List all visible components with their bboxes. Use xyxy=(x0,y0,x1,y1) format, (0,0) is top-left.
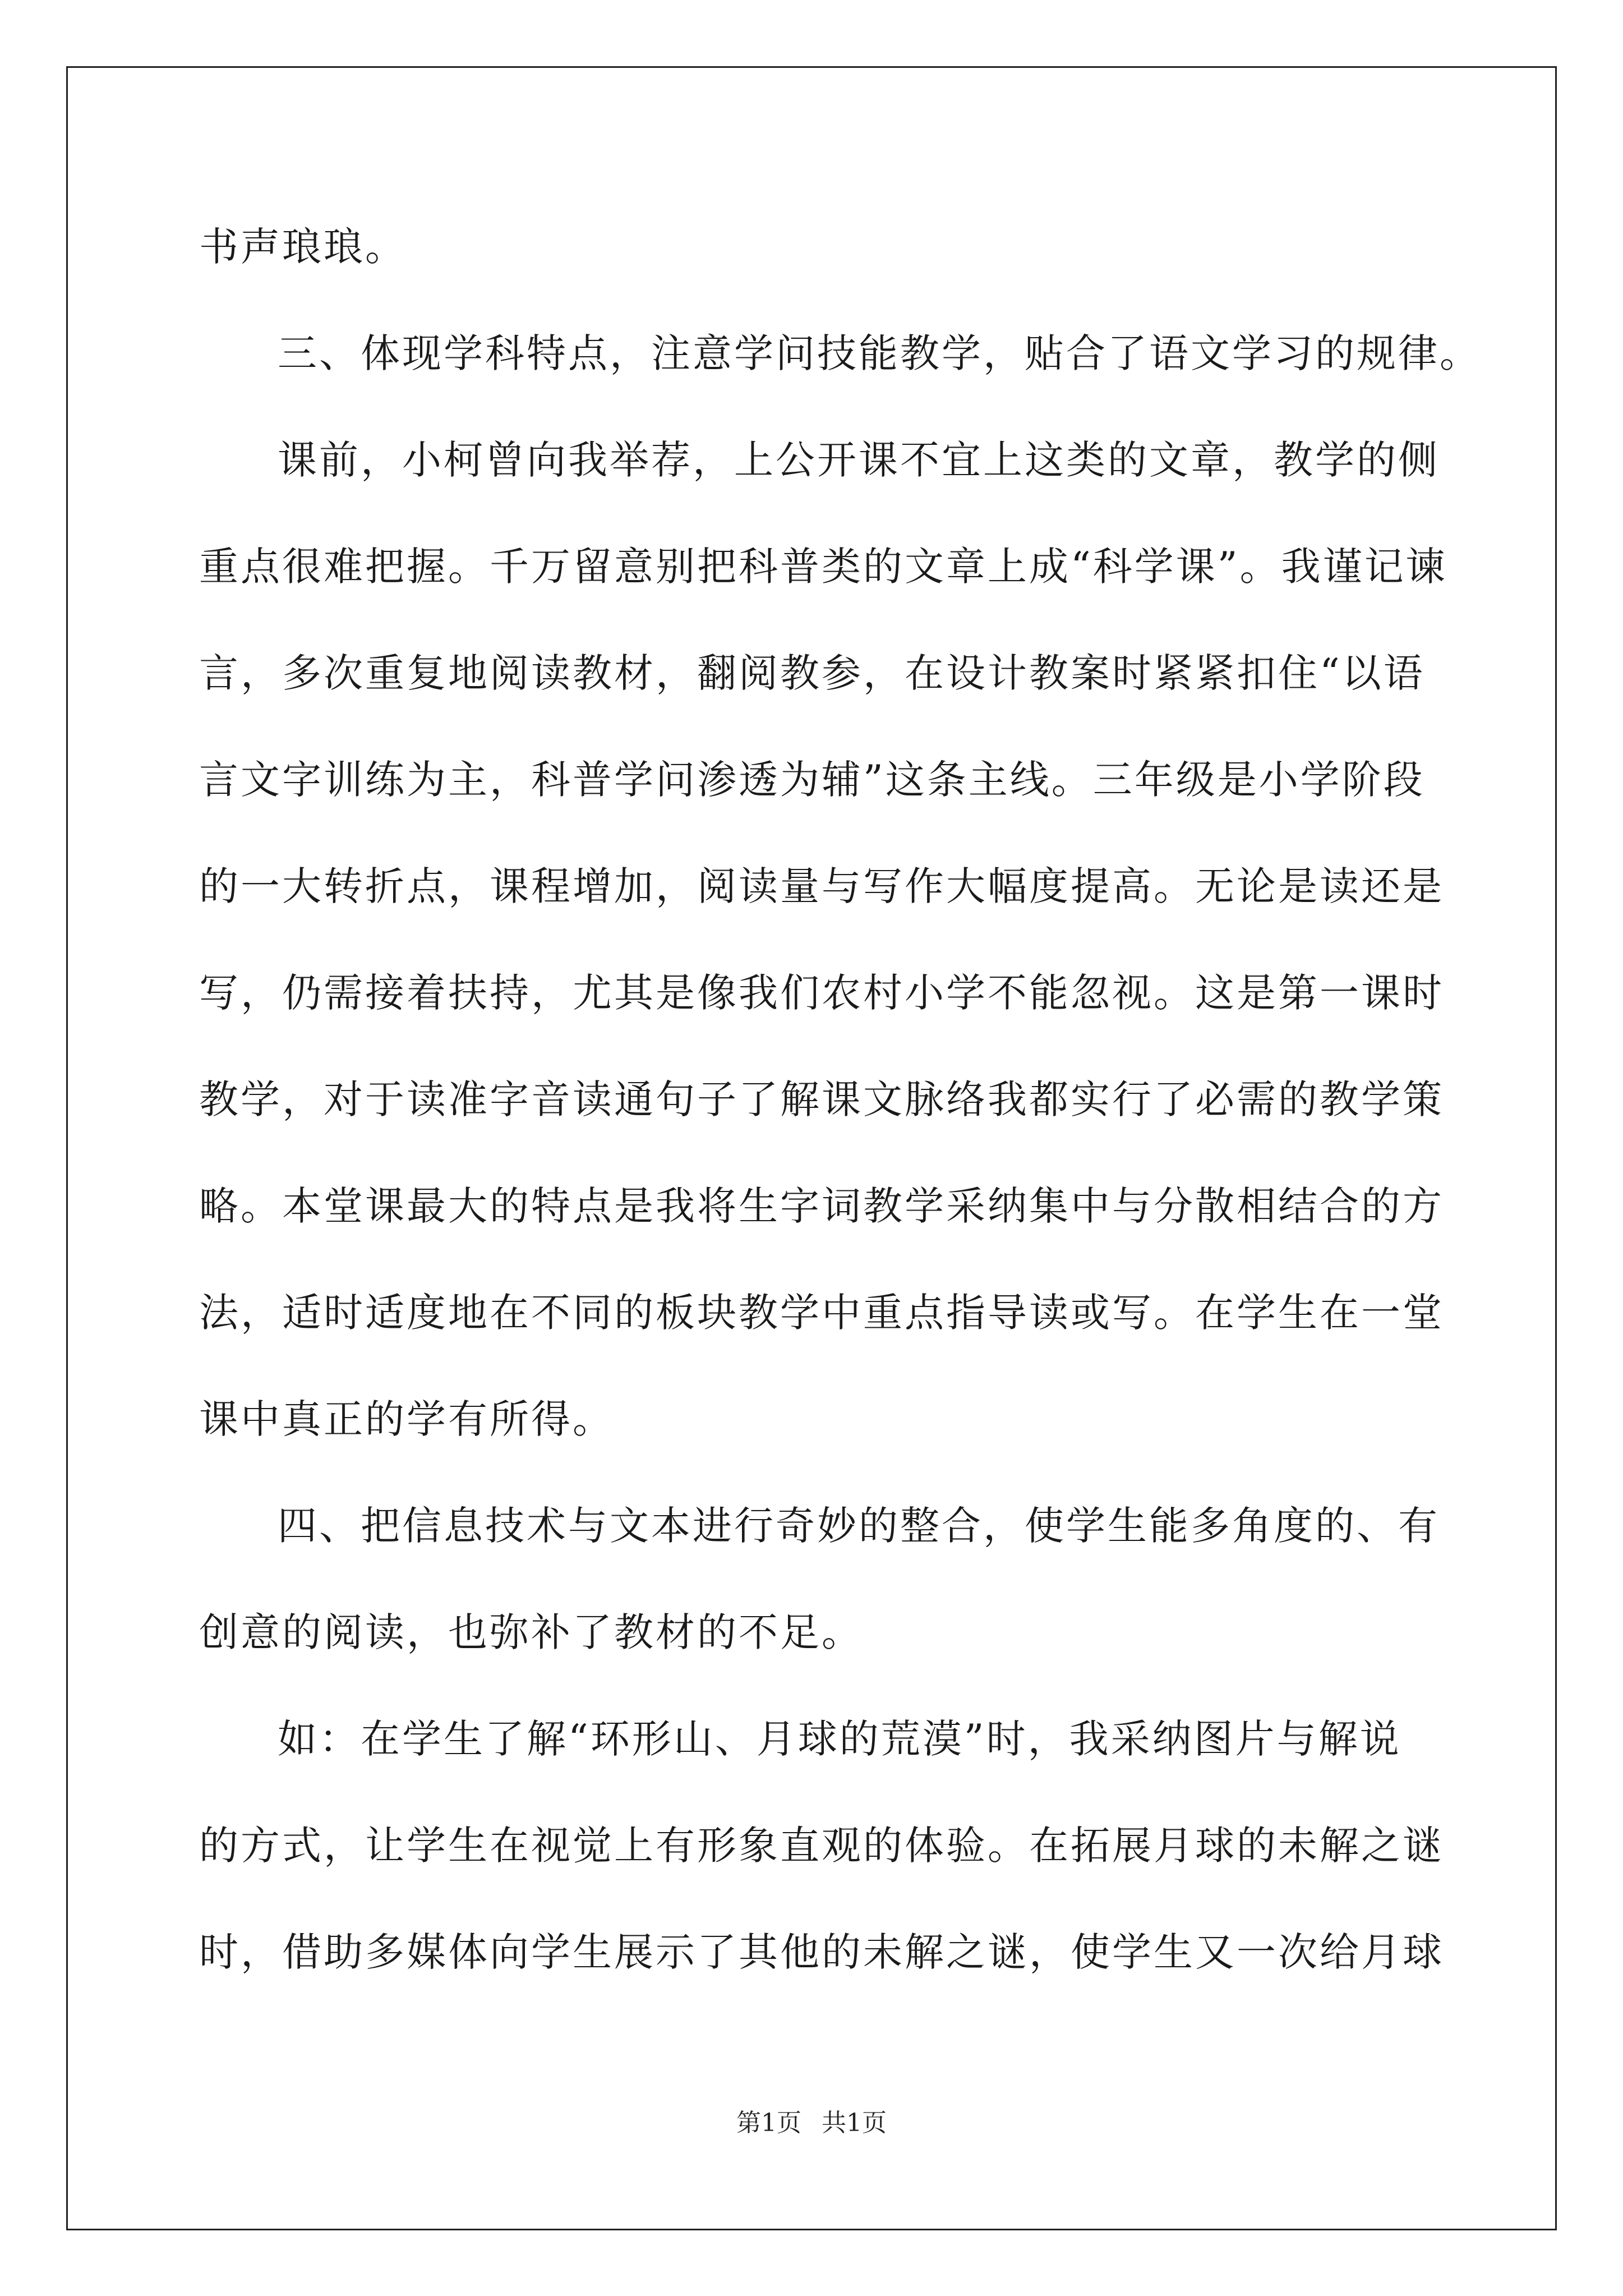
text-line-17: 时，借助多媒体向学生展示了其他的未解之谜，使学生又一次给月球 xyxy=(199,1929,1444,1975)
page-border xyxy=(66,66,1557,2230)
page-total: 共1页 xyxy=(822,2109,887,2137)
text-line-10: 略。本堂课最大的特点是我将生字词教学采纳集中与分散相结合的方 xyxy=(199,1183,1444,1229)
text-line-9: 教学，对于读准字音读通句子了解课文脉络我都实行了必需的教学策 xyxy=(199,1076,1444,1122)
text-line-7: 的一大转折点，课程增加，阅读量与写作大幅度提高。无论是读还是 xyxy=(199,863,1444,909)
text-line-8: 写，仍需接着扶持，尤其是像我们农村小学不能忽视。这是第一课时 xyxy=(199,970,1444,1016)
text-line-3: 课前，小柯曾向我举荐，上公开课不宜上这类的文章，教学的侧 xyxy=(278,437,1440,483)
text-line-6: 言文字训练为主，科普学问渗透为辅”这条主线。三年级是小学阶段 xyxy=(199,757,1425,803)
text-line-12: 课中真正的学有所得。 xyxy=(199,1396,614,1442)
section-heading-3: 三、体现学科特点，注意学问技能教学，贴合了语文学习的规律。 xyxy=(278,330,1481,376)
text-line-16: 的方式，让学生在视觉上有形象直观的体验。在拓展月球的未解之谜 xyxy=(199,1823,1444,1869)
text-line-5: 言，多次重复地阅读教材，翻阅教参，在设计教案时紧紧扣住“以语 xyxy=(199,650,1425,696)
text-line-11: 法，适时适度地在不同的板块教学中重点指导读或写。在学生在一堂 xyxy=(199,1290,1444,1336)
page-footer xyxy=(0,2106,1623,2140)
text-line-4: 重点很难把握。千万留意别把科普类的文章上成“科学课”。我谨记谏 xyxy=(199,544,1447,590)
page-number: 第1页 xyxy=(736,2109,801,2137)
text-line-15: 如：在学生了解“环形山、月球的荒漠”时，我采纳图片与解说 xyxy=(278,1716,1401,1762)
text-line-14: 创意的阅读，也弥补了教材的不足。 xyxy=(199,1609,863,1655)
text-line-1: 书声琅琅。 xyxy=(199,224,407,270)
section-heading-4: 四、把信息技术与文本进行奇妙的整合，使学生能多角度的、有 xyxy=(278,1503,1440,1549)
